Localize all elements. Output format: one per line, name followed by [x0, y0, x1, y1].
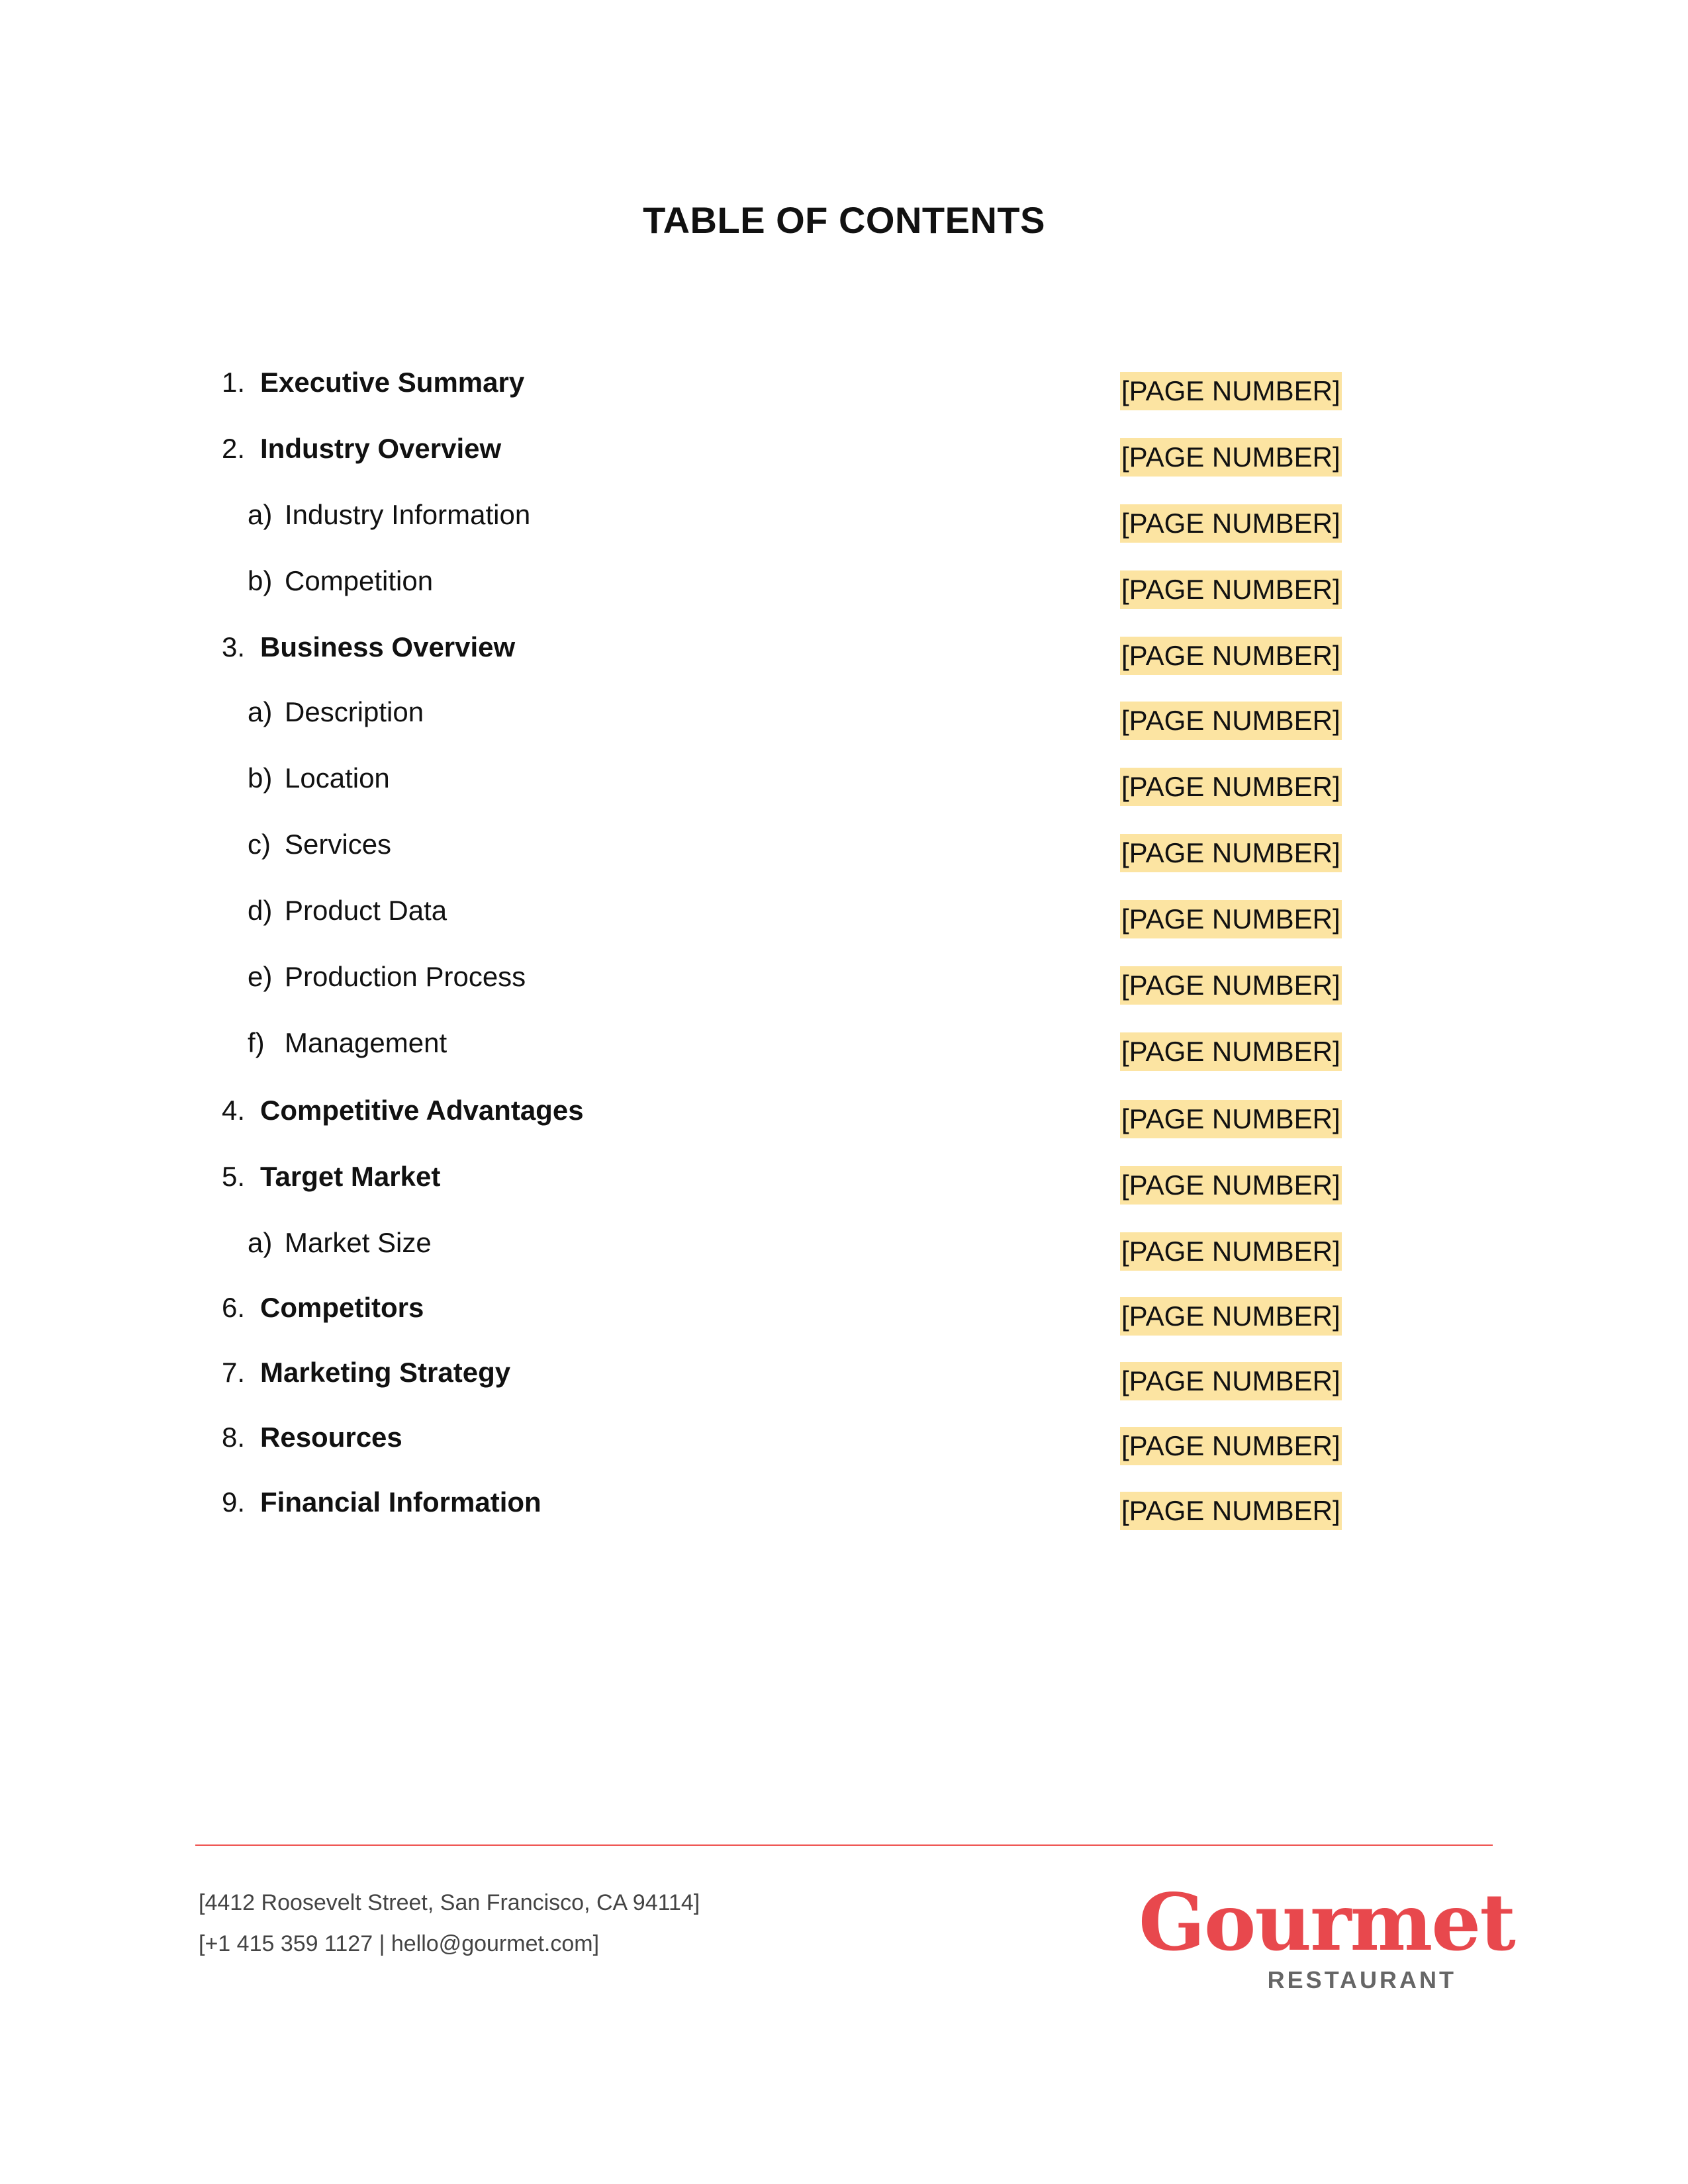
toc-entry-title: Target Market: [260, 1161, 441, 1192]
toc-entry: [0, 1157, 1688, 1210]
toc-entry-number: 6.: [222, 1292, 246, 1323]
page-title: TABLE OF CONTENTS: [643, 199, 1045, 241]
logo-subtitle: RESTAURANT: [1267, 1966, 1456, 1993]
toc-entry-title: Competitive Advantages: [260, 1095, 584, 1126]
toc-entry-title: Business Overview: [260, 631, 516, 662]
toc-entry: [0, 957, 1688, 1010]
toc-entry-number: f): [248, 1027, 265, 1058]
toc-entry-page-number: [PAGE NUMBER]: [1120, 1297, 1342, 1336]
toc-entry-page-number: [PAGE NUMBER]: [1120, 570, 1342, 609]
toc-entry-number: 4.: [222, 1095, 246, 1126]
toc-entry: [0, 758, 1688, 811]
toc-entry-title: Industry Information: [285, 499, 531, 530]
toc-entry: [0, 825, 1688, 878]
toc-entry-title: Management: [285, 1027, 447, 1058]
toc-entry-number: 3.: [222, 631, 246, 662]
toc-entry-page-number: [PAGE NUMBER]: [1120, 1166, 1342, 1205]
toc-entry-title: Location: [285, 762, 390, 794]
toc-entry-title: Services: [285, 829, 392, 860]
toc-entry-title: Competition: [285, 565, 434, 596]
toc-entry-number: a): [248, 696, 273, 727]
toc-entry-number: a): [248, 499, 273, 530]
toc-entry-title: Executive Summary: [260, 367, 525, 398]
toc-entry-title: Industry Overview: [260, 433, 502, 464]
footer-address: [4412 Roosevelt Street, San Francisco, CA 94114]: [199, 1890, 700, 1915]
toc-entry-number: e): [248, 961, 273, 992]
toc-entry-page-number: [PAGE NUMBER]: [1120, 834, 1342, 872]
toc-entry: [0, 1482, 1688, 1535]
toc-entry: [0, 363, 1688, 416]
toc-entry-number: d): [248, 895, 273, 926]
toc-entry-number: 5.: [222, 1161, 246, 1192]
toc-entry-number: 2.: [222, 433, 246, 464]
gourmet-logo: [1139, 1876, 1515, 1999]
toc-entry: [0, 429, 1688, 482]
toc-entry: [0, 1418, 1688, 1471]
toc-entry-page-number: [PAGE NUMBER]: [1120, 1427, 1342, 1465]
toc-entry: [0, 561, 1688, 614]
toc-entry: [0, 692, 1688, 745]
toc-entry-page-number: [PAGE NUMBER]: [1120, 637, 1342, 675]
toc-entry-title: Market Size: [285, 1227, 432, 1258]
footer-divider: [195, 1844, 1493, 1846]
toc-entry-page-number: [PAGE NUMBER]: [1120, 1492, 1342, 1530]
toc-entry: [0, 1223, 1688, 1276]
toc-entry-page-number: [PAGE NUMBER]: [1120, 438, 1342, 477]
toc-entry-number: 7.: [222, 1357, 246, 1388]
toc-entry-title: Resources: [260, 1422, 402, 1453]
toc-entry-page-number: [PAGE NUMBER]: [1120, 372, 1342, 410]
toc-entry: [0, 1353, 1688, 1406]
toc-entry-page-number: [PAGE NUMBER]: [1120, 1232, 1342, 1271]
toc-entry-page-number: [PAGE NUMBER]: [1120, 966, 1342, 1005]
toc-entry: [0, 1091, 1688, 1144]
toc-entry-number: 9.: [222, 1486, 246, 1518]
toc-entry-number: b): [248, 762, 273, 794]
toc-entry-number: 1.: [222, 367, 246, 398]
toc-entry: [0, 1288, 1688, 1341]
toc-entry: [0, 627, 1688, 680]
toc-entry: [0, 495, 1688, 548]
toc-entry-title: Description: [285, 696, 424, 727]
toc-entry-number: 8.: [222, 1422, 246, 1453]
toc-entry-title: Product Data: [285, 895, 447, 926]
toc-entry-page-number: [PAGE NUMBER]: [1120, 702, 1342, 740]
toc-entry-page-number: [PAGE NUMBER]: [1120, 1032, 1342, 1071]
toc-entry-number: c): [248, 829, 271, 860]
footer-contact: [+1 415 359 1127 | hello@gourmet.com]: [199, 1931, 600, 1956]
toc-entry-number: b): [248, 565, 273, 596]
toc-entry-title: Production Process: [285, 961, 526, 992]
logo-wordmark: Gourmet: [1139, 1876, 1515, 1968]
toc-entry: [0, 891, 1688, 944]
toc-entry-page-number: [PAGE NUMBER]: [1120, 768, 1342, 806]
toc-entry: [0, 1023, 1688, 1076]
toc-entry-page-number: [PAGE NUMBER]: [1120, 1362, 1342, 1400]
toc-entry-number: a): [248, 1227, 273, 1258]
toc-entry-page-number: [PAGE NUMBER]: [1120, 504, 1342, 543]
toc-entry-page-number: [PAGE NUMBER]: [1120, 900, 1342, 938]
toc-entry-title: Financial Information: [260, 1486, 541, 1518]
toc-entry-title: Competitors: [260, 1292, 424, 1323]
toc-entry-title: Marketing Strategy: [260, 1357, 511, 1388]
toc-entry-page-number: [PAGE NUMBER]: [1120, 1100, 1342, 1138]
